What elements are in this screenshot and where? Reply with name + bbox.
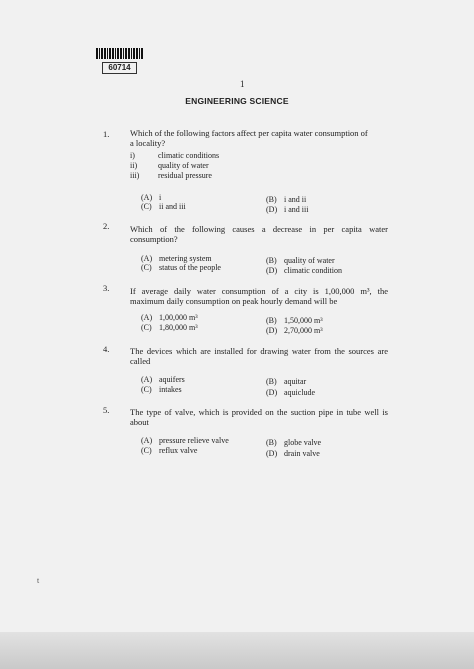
margin-mark: t xyxy=(37,576,40,585)
option-text: aquitar xyxy=(284,377,307,386)
option-label: (B) xyxy=(266,438,277,447)
question-number: 3. xyxy=(103,283,110,293)
option-label: (A) xyxy=(141,436,153,445)
question-line: The devices which are installed for drawing water from the sources are xyxy=(130,346,388,356)
option-a xyxy=(141,375,185,384)
option-text: 1,00,000 m³ xyxy=(159,313,198,322)
question-number: 1. xyxy=(103,129,110,139)
option-text: globe valve xyxy=(284,438,322,447)
page-number: 1 xyxy=(240,79,245,89)
option-b xyxy=(266,438,321,447)
option-label: (D) xyxy=(266,388,278,397)
question-text xyxy=(130,407,388,427)
sub-item-label: ii) xyxy=(130,161,138,170)
question-text xyxy=(130,286,388,306)
sub-item xyxy=(130,151,219,160)
option-text: aquifers xyxy=(159,375,185,384)
option-a xyxy=(141,313,198,322)
option-text: intakes xyxy=(159,385,182,394)
question-line: maximum daily consumption on peak hourly demand will be xyxy=(130,296,338,306)
question-line: Which of the following factors affect per capita water consumption of xyxy=(130,128,368,138)
option-text: status of the people xyxy=(159,263,221,272)
option-label: (B) xyxy=(266,256,277,265)
option-label: (C) xyxy=(141,263,152,272)
option-label: (A) xyxy=(141,193,153,202)
sub-item-text: quality of water xyxy=(158,161,209,170)
sub-item-label: iii) xyxy=(130,171,140,180)
option-label: (C) xyxy=(141,323,152,332)
option-label: (D) xyxy=(266,449,278,458)
option-text: i and ii xyxy=(284,195,307,204)
option-c xyxy=(141,263,221,272)
question-number: 4. xyxy=(103,344,110,354)
option-label: (B) xyxy=(266,377,277,386)
sub-item xyxy=(130,161,209,170)
sub-item-text: climatic conditions xyxy=(158,151,220,160)
question-line: a locality? xyxy=(130,138,166,148)
option-label: (B) xyxy=(266,195,277,204)
option-c xyxy=(141,446,197,455)
option-b xyxy=(266,377,306,386)
option-c xyxy=(141,323,198,332)
question-number: 5. xyxy=(103,405,110,415)
option-d xyxy=(266,266,342,275)
barcode-image xyxy=(96,48,144,59)
option-text: i and iii xyxy=(284,205,309,214)
option-text: i xyxy=(159,193,162,202)
option-text: quality of water xyxy=(284,256,335,265)
question-line: called xyxy=(130,356,151,366)
option-text: reflux valve xyxy=(159,446,198,455)
sub-item xyxy=(130,171,212,180)
option-label: (A) xyxy=(141,254,153,263)
option-b xyxy=(266,256,335,265)
option-label: (C) xyxy=(141,202,152,211)
option-a xyxy=(141,193,161,202)
question-line: about xyxy=(130,417,149,427)
sub-item-label: i) xyxy=(130,151,135,160)
page-edge-shadow xyxy=(0,632,474,669)
option-c xyxy=(141,202,186,211)
question-text xyxy=(130,128,392,148)
option-label: (A) xyxy=(141,375,153,384)
question-line: If average daily water consumption of a city is 1,00,000 m³, the xyxy=(130,286,388,296)
option-text: pressure relieve valve xyxy=(159,436,229,445)
option-d xyxy=(266,326,323,335)
option-label: (B) xyxy=(266,316,277,325)
option-b xyxy=(266,316,323,325)
question-line: consumption? xyxy=(130,234,178,244)
option-text: 1,80,000 m³ xyxy=(159,323,198,332)
option-label: (C) xyxy=(141,446,152,455)
option-text: metering system xyxy=(159,254,212,263)
question-text xyxy=(130,224,388,244)
option-label: (D) xyxy=(266,266,278,275)
option-text: ii and iii xyxy=(159,202,186,211)
option-label: (A) xyxy=(141,313,153,322)
paper-code-box: 60714 xyxy=(102,62,137,74)
option-b xyxy=(266,195,306,204)
option-d xyxy=(266,388,315,397)
question-number: 2. xyxy=(103,221,110,231)
option-c xyxy=(141,385,182,394)
question-line: The type of valve, which is provided on the suction pipe in tube well is xyxy=(130,407,388,417)
option-text: climatic condition xyxy=(284,266,342,275)
option-label: (D) xyxy=(266,326,278,335)
sub-item-text: residual pressure xyxy=(158,171,212,180)
question-line: Which of the following causes a decrease in per capita water xyxy=(130,224,388,234)
option-text: drain valve xyxy=(284,449,320,458)
question-text xyxy=(130,346,388,366)
option-d xyxy=(266,205,308,214)
option-a xyxy=(141,436,229,445)
option-d xyxy=(266,449,320,458)
option-label: (D) xyxy=(266,205,278,214)
page-title: ENGINEERING SCIENCE xyxy=(185,96,289,106)
option-a xyxy=(141,254,212,263)
option-text: 2,70,000 m³ xyxy=(284,326,323,335)
option-text: aquiclude xyxy=(284,388,316,397)
option-label: (C) xyxy=(141,385,152,394)
option-text: 1,50,000 m³ xyxy=(284,316,323,325)
